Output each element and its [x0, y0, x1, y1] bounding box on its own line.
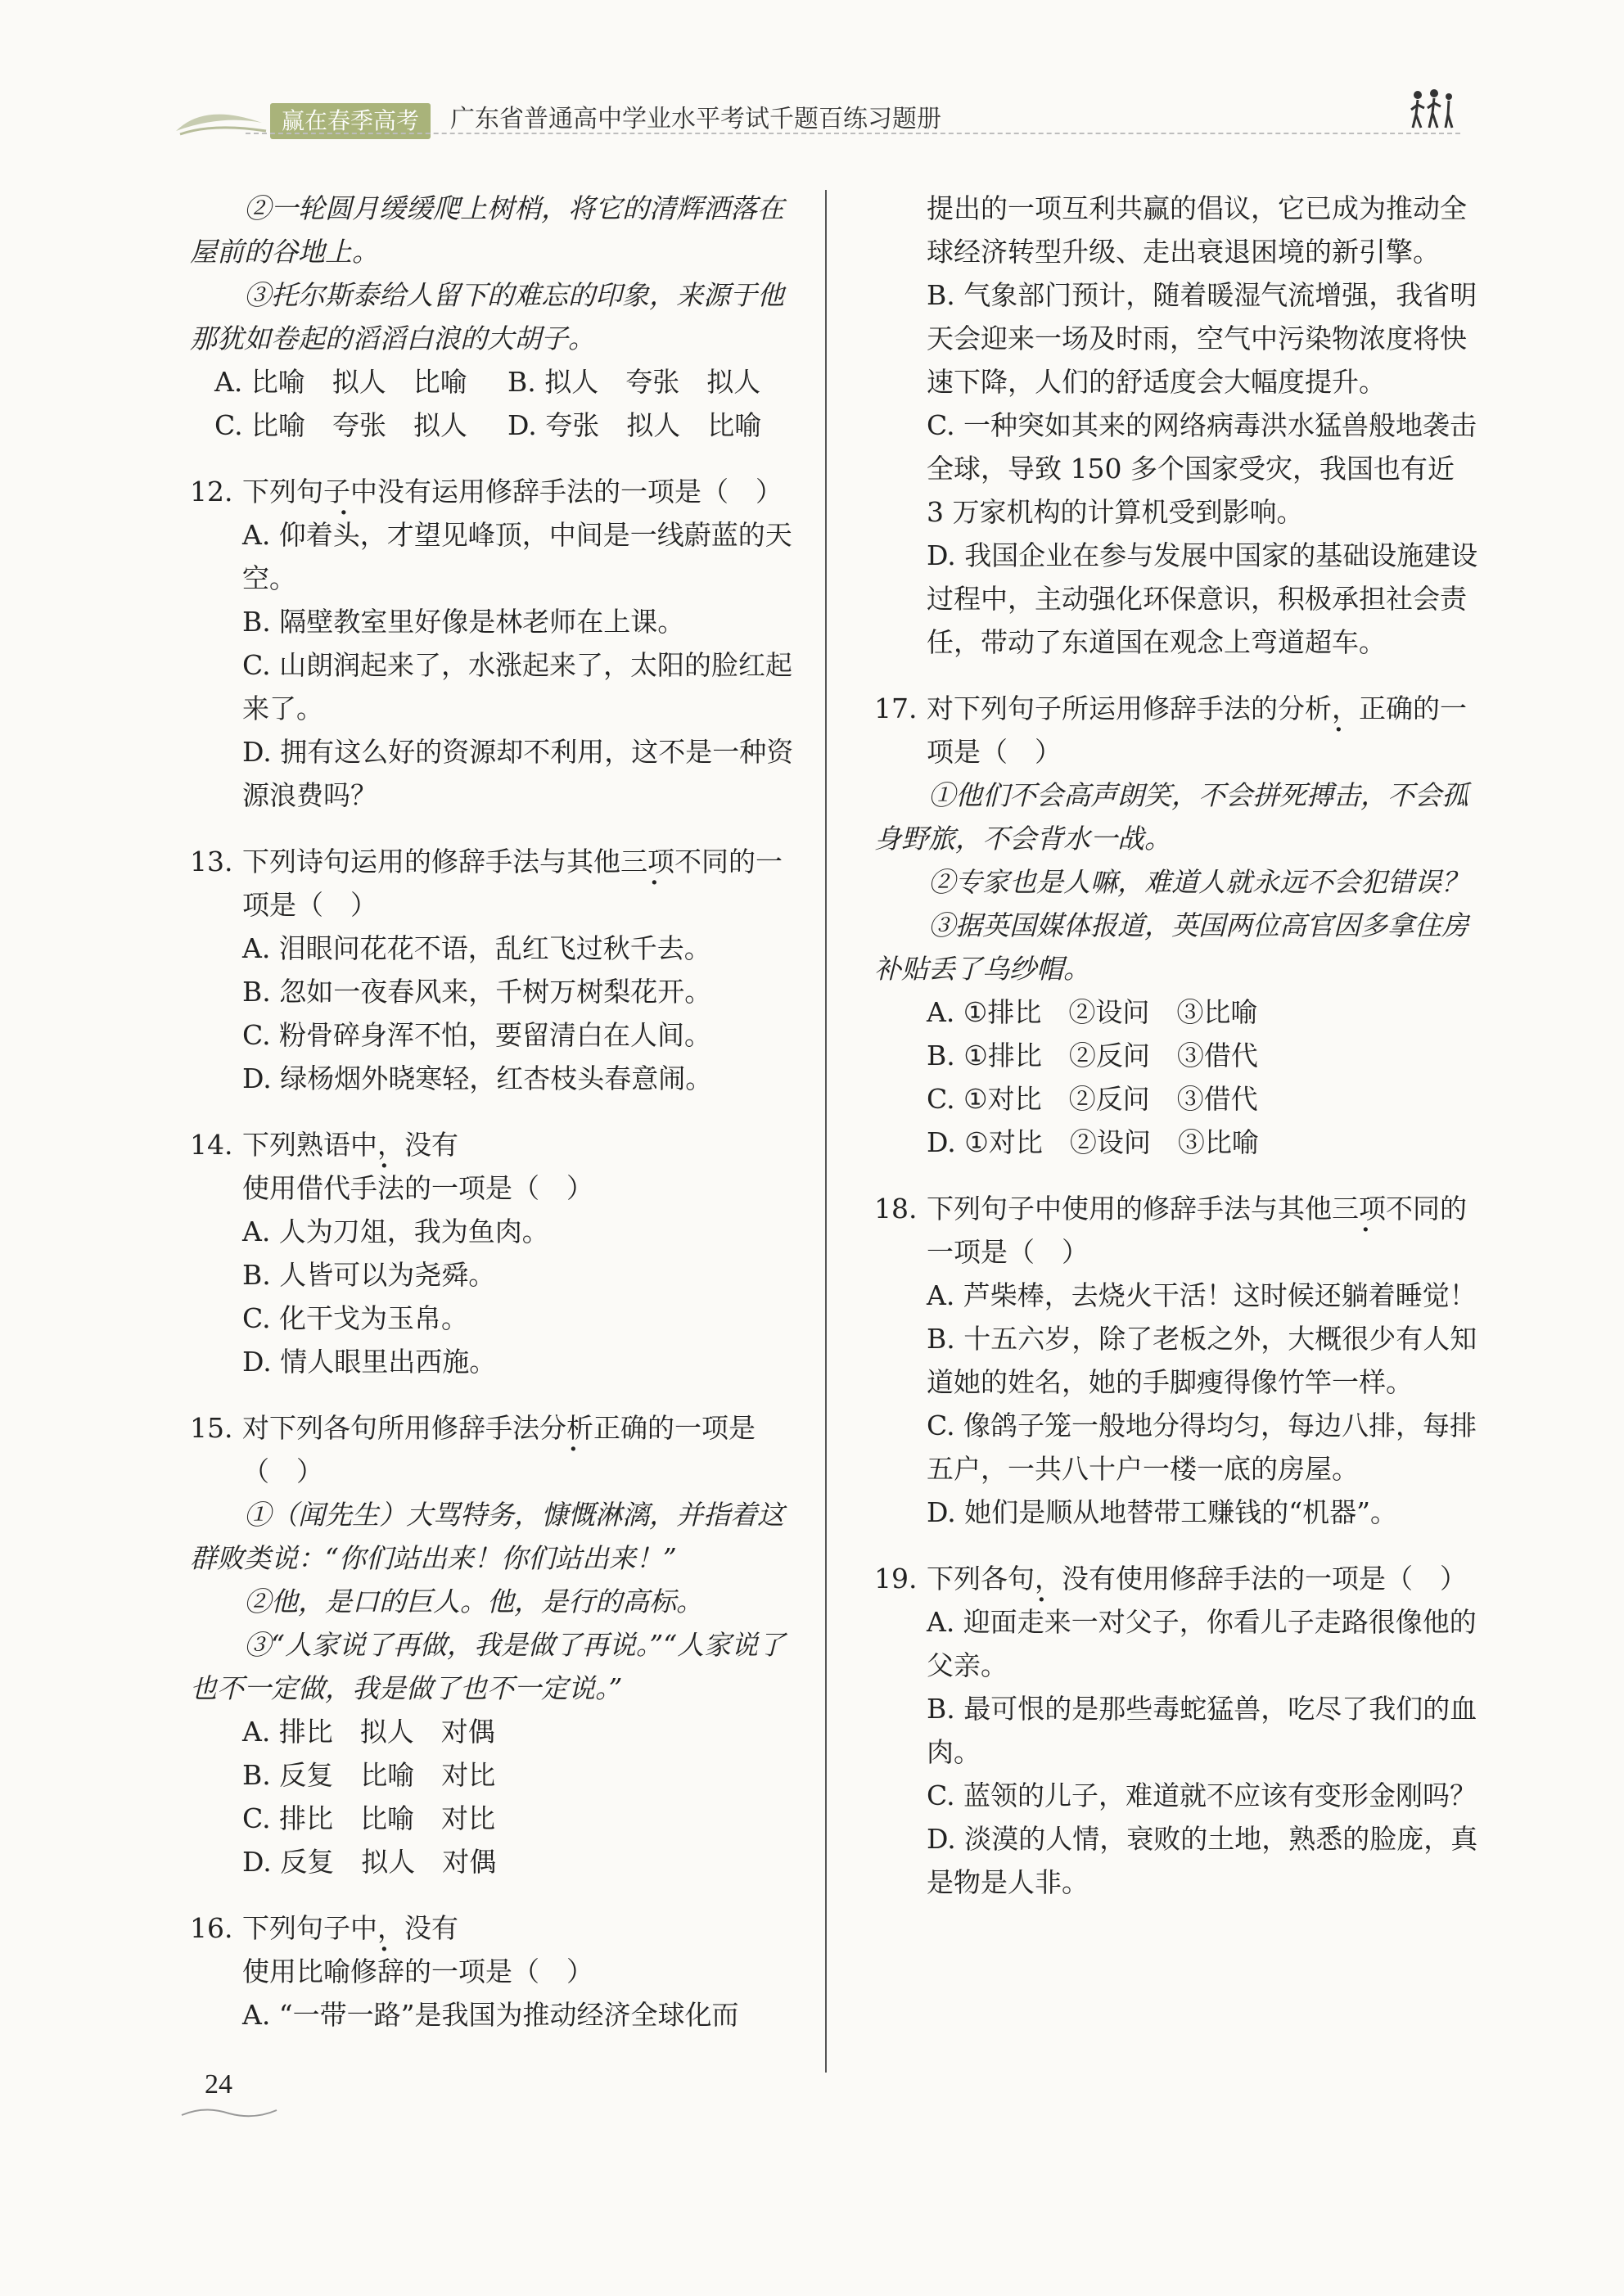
- q16-number: 16.: [190, 1912, 233, 1944]
- q16-option-a-rest[interactable]: 提出的一项互利共赢的倡议，它已成为推动全球经济转型升级、走出衰退困境的新引擎。: [927, 192, 1467, 268]
- q14-number: 14.: [190, 1129, 233, 1161]
- q17-option-b[interactable]: B. ①排比 ②反问 ③借代: [927, 1040, 1258, 1071]
- header-rule: [246, 133, 1460, 134]
- question-17: [874, 687, 1480, 1164]
- q17-number: 17.: [874, 692, 918, 724]
- question-11-continuation: [190, 187, 801, 447]
- series-badge: 赢在春季高考: [270, 103, 431, 139]
- q15-stem-pre: 对下列各句所用修辞手法分析: [242, 1412, 593, 1444]
- q19-option-b[interactable]: B. 最可恨的是那些毒蛇猛兽，吃尽了我们的血肉。: [927, 1693, 1477, 1768]
- q12-option-b[interactable]: B. 隔壁教室里好像是林老师在上课。: [242, 606, 685, 638]
- q13-option-d[interactable]: D. 绿杨烟外晓寒轻，红杏枝头春意闹。: [242, 1062, 713, 1094]
- q18-stem: [874, 1187, 1480, 1274]
- q12-option-d[interactable]: D. 拥有这么好的资源却不利用，这不是一种资源浪费吗？: [242, 736, 794, 811]
- q18-option-c[interactable]: C. 像鸽子笼一般地分得均匀，每边八排，每排五户，一共八十户一楼一底的房屋。: [927, 1410, 1477, 1485]
- q11-option-b[interactable]: B. 拟人 夸张 拟人: [508, 366, 761, 398]
- q15-sentence-2: ②他，是口的巨人。他，是行的高标。: [244, 1586, 703, 1617]
- q11-option-c[interactable]: C. 比喻 夸张 拟人: [214, 409, 468, 441]
- q18-number: 18.: [874, 1193, 918, 1225]
- q17-stem: [874, 687, 1480, 774]
- q15-option-c[interactable]: C. 排比 比喻 对比: [242, 1802, 496, 1834]
- right-column: [874, 187, 1480, 1927]
- q17-option-d[interactable]: D. ①对比 ②设问 ③比喻: [927, 1126, 1259, 1158]
- q11-sentence-2: ②一轮圆月缓缓爬上树梢，将它的清辉洒落在屋前的谷地上。: [190, 192, 784, 268]
- q14-option-d[interactable]: D. 情人眼里出西施。: [242, 1346, 497, 1378]
- q14-stem-post: 使用借代手法的一项是（ ）: [242, 1172, 593, 1204]
- q11-options: [190, 360, 801, 447]
- q17-sentence-2: ②专家也是人嘛，难道人就永远不会犯错误？: [928, 866, 1468, 898]
- q16-option-b[interactable]: B. 气象部门预计，随着暖湿气流增强，我省明天会迎来一场及时雨，空气中污染物浓度将快速下降，人们的舒适度会大幅度提升。: [927, 279, 1477, 398]
- page-number: 24: [205, 2069, 232, 2100]
- question-16-continuation: [874, 187, 1480, 664]
- q19-option-a[interactable]: A. 迎面走来一对父子，你看儿子走路很像他的父亲。: [927, 1606, 1477, 1681]
- q16-option-c[interactable]: C. 一种突如其来的网络病毒洪水猛兽般地袭击全球，导致 150 多个国家受灾，我国也有近 3 万家机构的计算机受到影响。: [927, 409, 1477, 528]
- q17-option-a[interactable]: A. ①排比 ②设问 ③比喻: [927, 996, 1258, 1028]
- q15-option-b[interactable]: B. 反复 比喻 对比: [242, 1759, 496, 1791]
- q17-sentence-3: ③据英国媒体报道，英国两位高官因多拿住房补贴丢了乌纱帽。: [874, 909, 1468, 985]
- q15-option-d[interactable]: D. 反复 拟人 对偶: [242, 1846, 497, 1878]
- book-title: 广东省普通高中学业水平考试千题百练习题册: [450, 105, 941, 133]
- q16-stem: [190, 1906, 801, 1993]
- q17-stem-post: 的一项是（ ）: [927, 692, 1467, 768]
- q11-option-a[interactable]: A. 比喻 拟人 比喻: [214, 366, 467, 398]
- question-19: [874, 1557, 1480, 1904]
- q14-stem-pre: 下列熟语中，: [242, 1129, 404, 1161]
- q14-emphasis: 没有: [404, 1129, 458, 1161]
- q11-option-d[interactable]: D. 夸张 拟人 比喻: [508, 409, 762, 441]
- q15-emphasis: 正确: [593, 1412, 647, 1444]
- q14-stem: [190, 1123, 801, 1210]
- q14-option-c[interactable]: C. 化干戈为玉帛。: [242, 1302, 469, 1334]
- q19-stem-pre: 下列各句，: [927, 1563, 1062, 1595]
- q14-option-b[interactable]: B. 人皆可以为尧舜。: [242, 1259, 496, 1291]
- q12-number: 12.: [190, 476, 233, 507]
- question-13: [190, 840, 801, 1100]
- q11-sentence-3: ③托尔斯泰给人留下的难忘的印象，来源于他那犹如卷起的滔滔白浪的大胡子。: [190, 279, 784, 354]
- q14-option-a[interactable]: A. 人为刀俎，我为鱼肉。: [242, 1216, 549, 1247]
- q19-number: 19.: [874, 1563, 918, 1595]
- q16-option-a-start[interactable]: A. “一带一路”是我国为推动经济全球化而: [242, 1999, 739, 2031]
- question-15: [190, 1406, 801, 1883]
- q13-stem-post: 的一项是（ ）: [242, 846, 783, 921]
- q18-option-a[interactable]: A. 芦柴棒，去烧火干活！这时候还躺着睡觉！: [927, 1279, 1477, 1311]
- question-14: [190, 1123, 801, 1383]
- q17-stem-pre: 对下列句子所运用修辞手法的分析，: [927, 692, 1359, 724]
- q16-emphasis: 没有: [404, 1912, 458, 1944]
- q17-emphasis: 正确: [1359, 692, 1413, 724]
- runners-icon: [1408, 88, 1457, 129]
- q15-stem-post: 的一项是（ ）: [242, 1412, 756, 1487]
- q19-option-c[interactable]: C. 蓝领的儿子，难道就不应该有变形金刚吗？: [927, 1780, 1477, 1811]
- q15-sentence-3: ③“人家说了再做，我是做了再说。”“人家说了也不一定做，我是做了也不一定说。”: [190, 1629, 786, 1704]
- q12-option-a[interactable]: A. 仰着头，才望见峰顶，中间是一线蔚蓝的天空。: [242, 519, 792, 594]
- q18-option-d[interactable]: D. 她们是顺从地替带工赚钱的“机器”。: [927, 1496, 1398, 1528]
- question-18: [874, 1187, 1480, 1534]
- q13-option-b[interactable]: B. 忽如一夜春风来，千树万树梨花开。: [242, 976, 712, 1008]
- footer-ornament-icon: [180, 2104, 278, 2120]
- question-16: [190, 1906, 801, 2037]
- q18-stem-post: 的一项是（ ）: [927, 1193, 1467, 1268]
- q17-sentence-1: ①他们不会高声朗笑，不会拼死搏击，不会孤身野旅，不会背水一战。: [874, 779, 1468, 855]
- q19-emphasis: 没有: [1062, 1563, 1116, 1595]
- q18-option-b[interactable]: B. 十五六岁，除了老板之外，大概很少有人知道她的姓名，她的手脚瘦得像竹竿一样。: [927, 1323, 1477, 1398]
- q15-sentence-1: ①（闻先生）大骂特务，慷慨淋漓，并指着这群败类说：“你们站出来！你们站出来！”: [190, 1499, 784, 1574]
- q17-option-c[interactable]: C. ①对比 ②反问 ③借代: [927, 1083, 1258, 1115]
- q13-number: 13.: [190, 846, 233, 877]
- q18-emphasis: 不同: [1386, 1193, 1440, 1225]
- q19-option-d[interactable]: D. 淡漠的人情，衰败的土地，熟悉的脸庞，真是物是人非。: [927, 1823, 1478, 1898]
- q13-option-c[interactable]: C. 粉骨碎身浑不怕，要留清白在人间。: [242, 1019, 712, 1051]
- q15-number: 15.: [190, 1412, 233, 1444]
- q12-option-c[interactable]: C. 山朗润起来了，水涨起来了，太阳的脸红起来了。: [242, 649, 793, 724]
- q12-stem-post: 有运用修辞手法的一项是（ ）: [404, 476, 783, 507]
- column-divider: [825, 190, 827, 2073]
- q19-stem: [874, 1557, 1480, 1600]
- q13-stem-pre: 下列诗句运用的修辞手法与其他三项: [242, 846, 674, 877]
- q15-stem: [190, 1406, 801, 1493]
- page-header: [0, 0, 1624, 164]
- q16-stem-post: 使用比喻修辞的一项是（ ）: [242, 1955, 593, 1987]
- q18-stem-pre: 下列句子中使用的修辞手法与其他三项: [927, 1193, 1386, 1225]
- q13-emphasis: 不同: [674, 846, 729, 877]
- q12-stem: [190, 470, 801, 513]
- q13-option-a[interactable]: A. 泪眼问花花不语，乱红飞过秋千去。: [242, 932, 711, 964]
- left-column: [190, 187, 801, 2059]
- q16-stem-pre: 下列句子中，: [242, 1912, 404, 1944]
- q16-option-d[interactable]: D. 我国企业在参与发展中国家的基础设施建设过程中，主动强化环保意识，积极承担社会责任，带动了东道国在观念上弯道超车。: [927, 539, 1478, 658]
- q12-stem-pre: 下列句子中: [242, 476, 377, 507]
- question-12: [190, 470, 801, 817]
- q19-stem-post: 使用修辞手法的一项是（ ）: [1116, 1563, 1467, 1595]
- q13-stem: [190, 840, 801, 927]
- q12-emphasis: 没: [377, 476, 404, 507]
- q15-option-a[interactable]: A. 排比 拟人 对偶: [242, 1716, 495, 1748]
